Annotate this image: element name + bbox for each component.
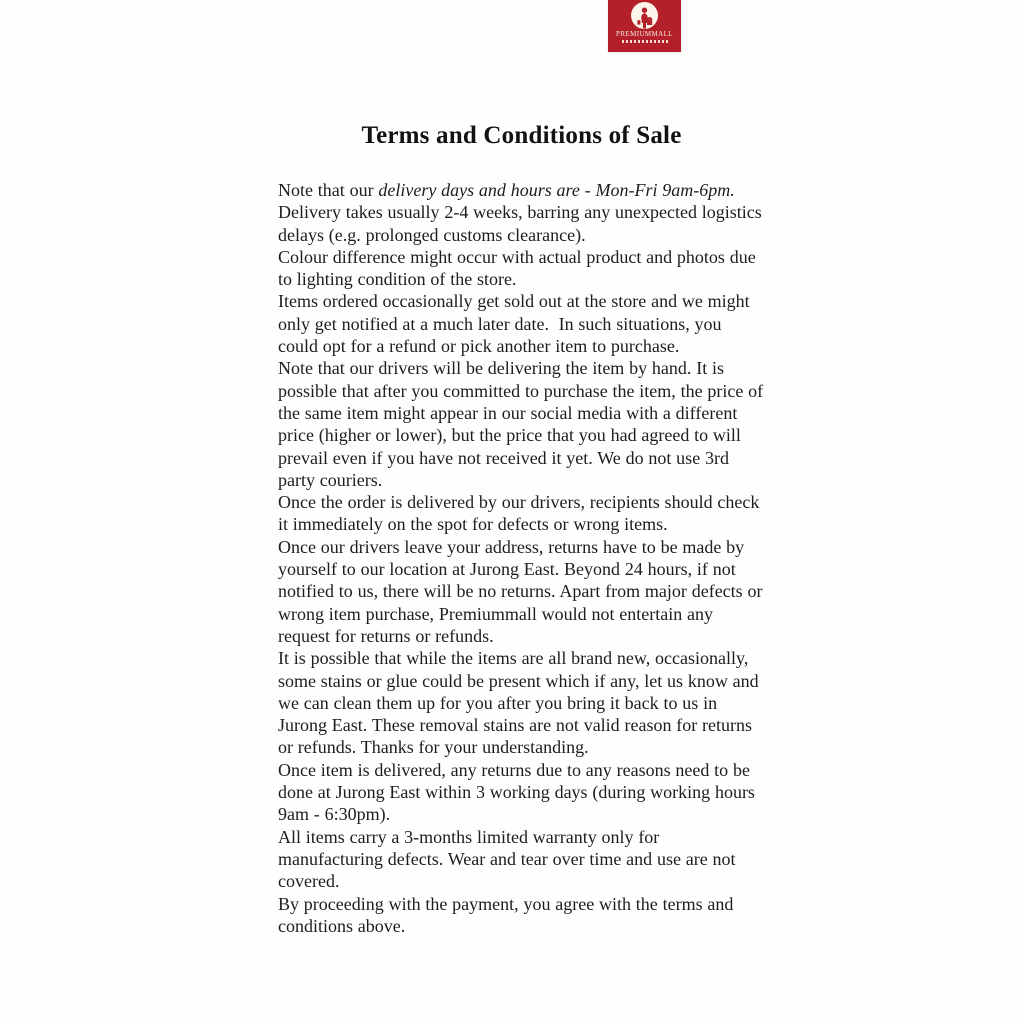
- terms-paragraph: All items carry a 3-months limited warranty only for manufacturing defects. Wear and tear over time and use are not covered.: [278, 826, 736, 892]
- intro-delivery-hours-text: delivery days and hours are - Mon-Fri 9am-6pm.: [378, 180, 735, 200]
- terms-paragraph: It is possible that while the items are all brand new, occasionally, some stains or glue could be present which if any, let us know and we can clean them up for you after you bring it back to us in Jurong East. These removal stains are not valid reason for returns or refunds. Thanks for your understanding.: [278, 648, 759, 758]
- intro-prefix-text: Note that our: [278, 180, 379, 200]
- terms-document: [278, 121, 765, 937]
- terms-body: [278, 179, 765, 937]
- terms-paragraph: Once item is delivered, any returns due to any reasons need to be done at Jurong East within 3 working days (during working hours 9am - 6:30pm).: [278, 759, 755, 825]
- shopper-lady-icon: [631, 2, 658, 29]
- logo-brand-name: PREMIUMMALL: [616, 30, 673, 38]
- terms-paragraph: Delivery takes usually 2-4 weeks, barring any unexpected logistics delays (e.g. prolonged customs clearance).: [278, 202, 762, 245]
- premiummall-logo: [608, 0, 681, 52]
- page-title: Terms and Conditions of Sale: [361, 122, 682, 149]
- terms-paragraph-intro: [278, 179, 765, 201]
- terms-paragraph: By proceeding with the payment, you agree with the terms and conditions above.: [278, 893, 734, 936]
- terms-paragraph: Note that our drivers will be delivering the item by hand. It is possible that after you committed to purchase the item, the price of the same item might appear in our social media with a different price (higher or lower), but the price that you had agreed to will prevail even if you have not received it yet. We do not use 3rd party couriers.: [278, 358, 764, 490]
- terms-paragraph: Items ordered occasionally get sold out at the store and we might only get notified at a much later date. In such situations, you could opt for a refund or pick another item to purchase.: [278, 291, 750, 357]
- terms-paragraph: Once our drivers leave your address, returns have to be made by yourself to our location at Jurong East. Beyond 24 hours, if not notified to us, there will be no returns. Apart from major defects or wrong item purchase, Premiummall would not entertain any request for returns or refunds.: [278, 536, 763, 646]
- terms-paragraph: Once the order is delivered by our drivers, recipients should check it immediately on the spot for defects or wrong items.: [278, 492, 760, 535]
- terms-paragraph: Colour difference might occur with actual product and photos due to lighting condition of the store.: [278, 246, 756, 290]
- logo-tagline: [622, 40, 668, 43]
